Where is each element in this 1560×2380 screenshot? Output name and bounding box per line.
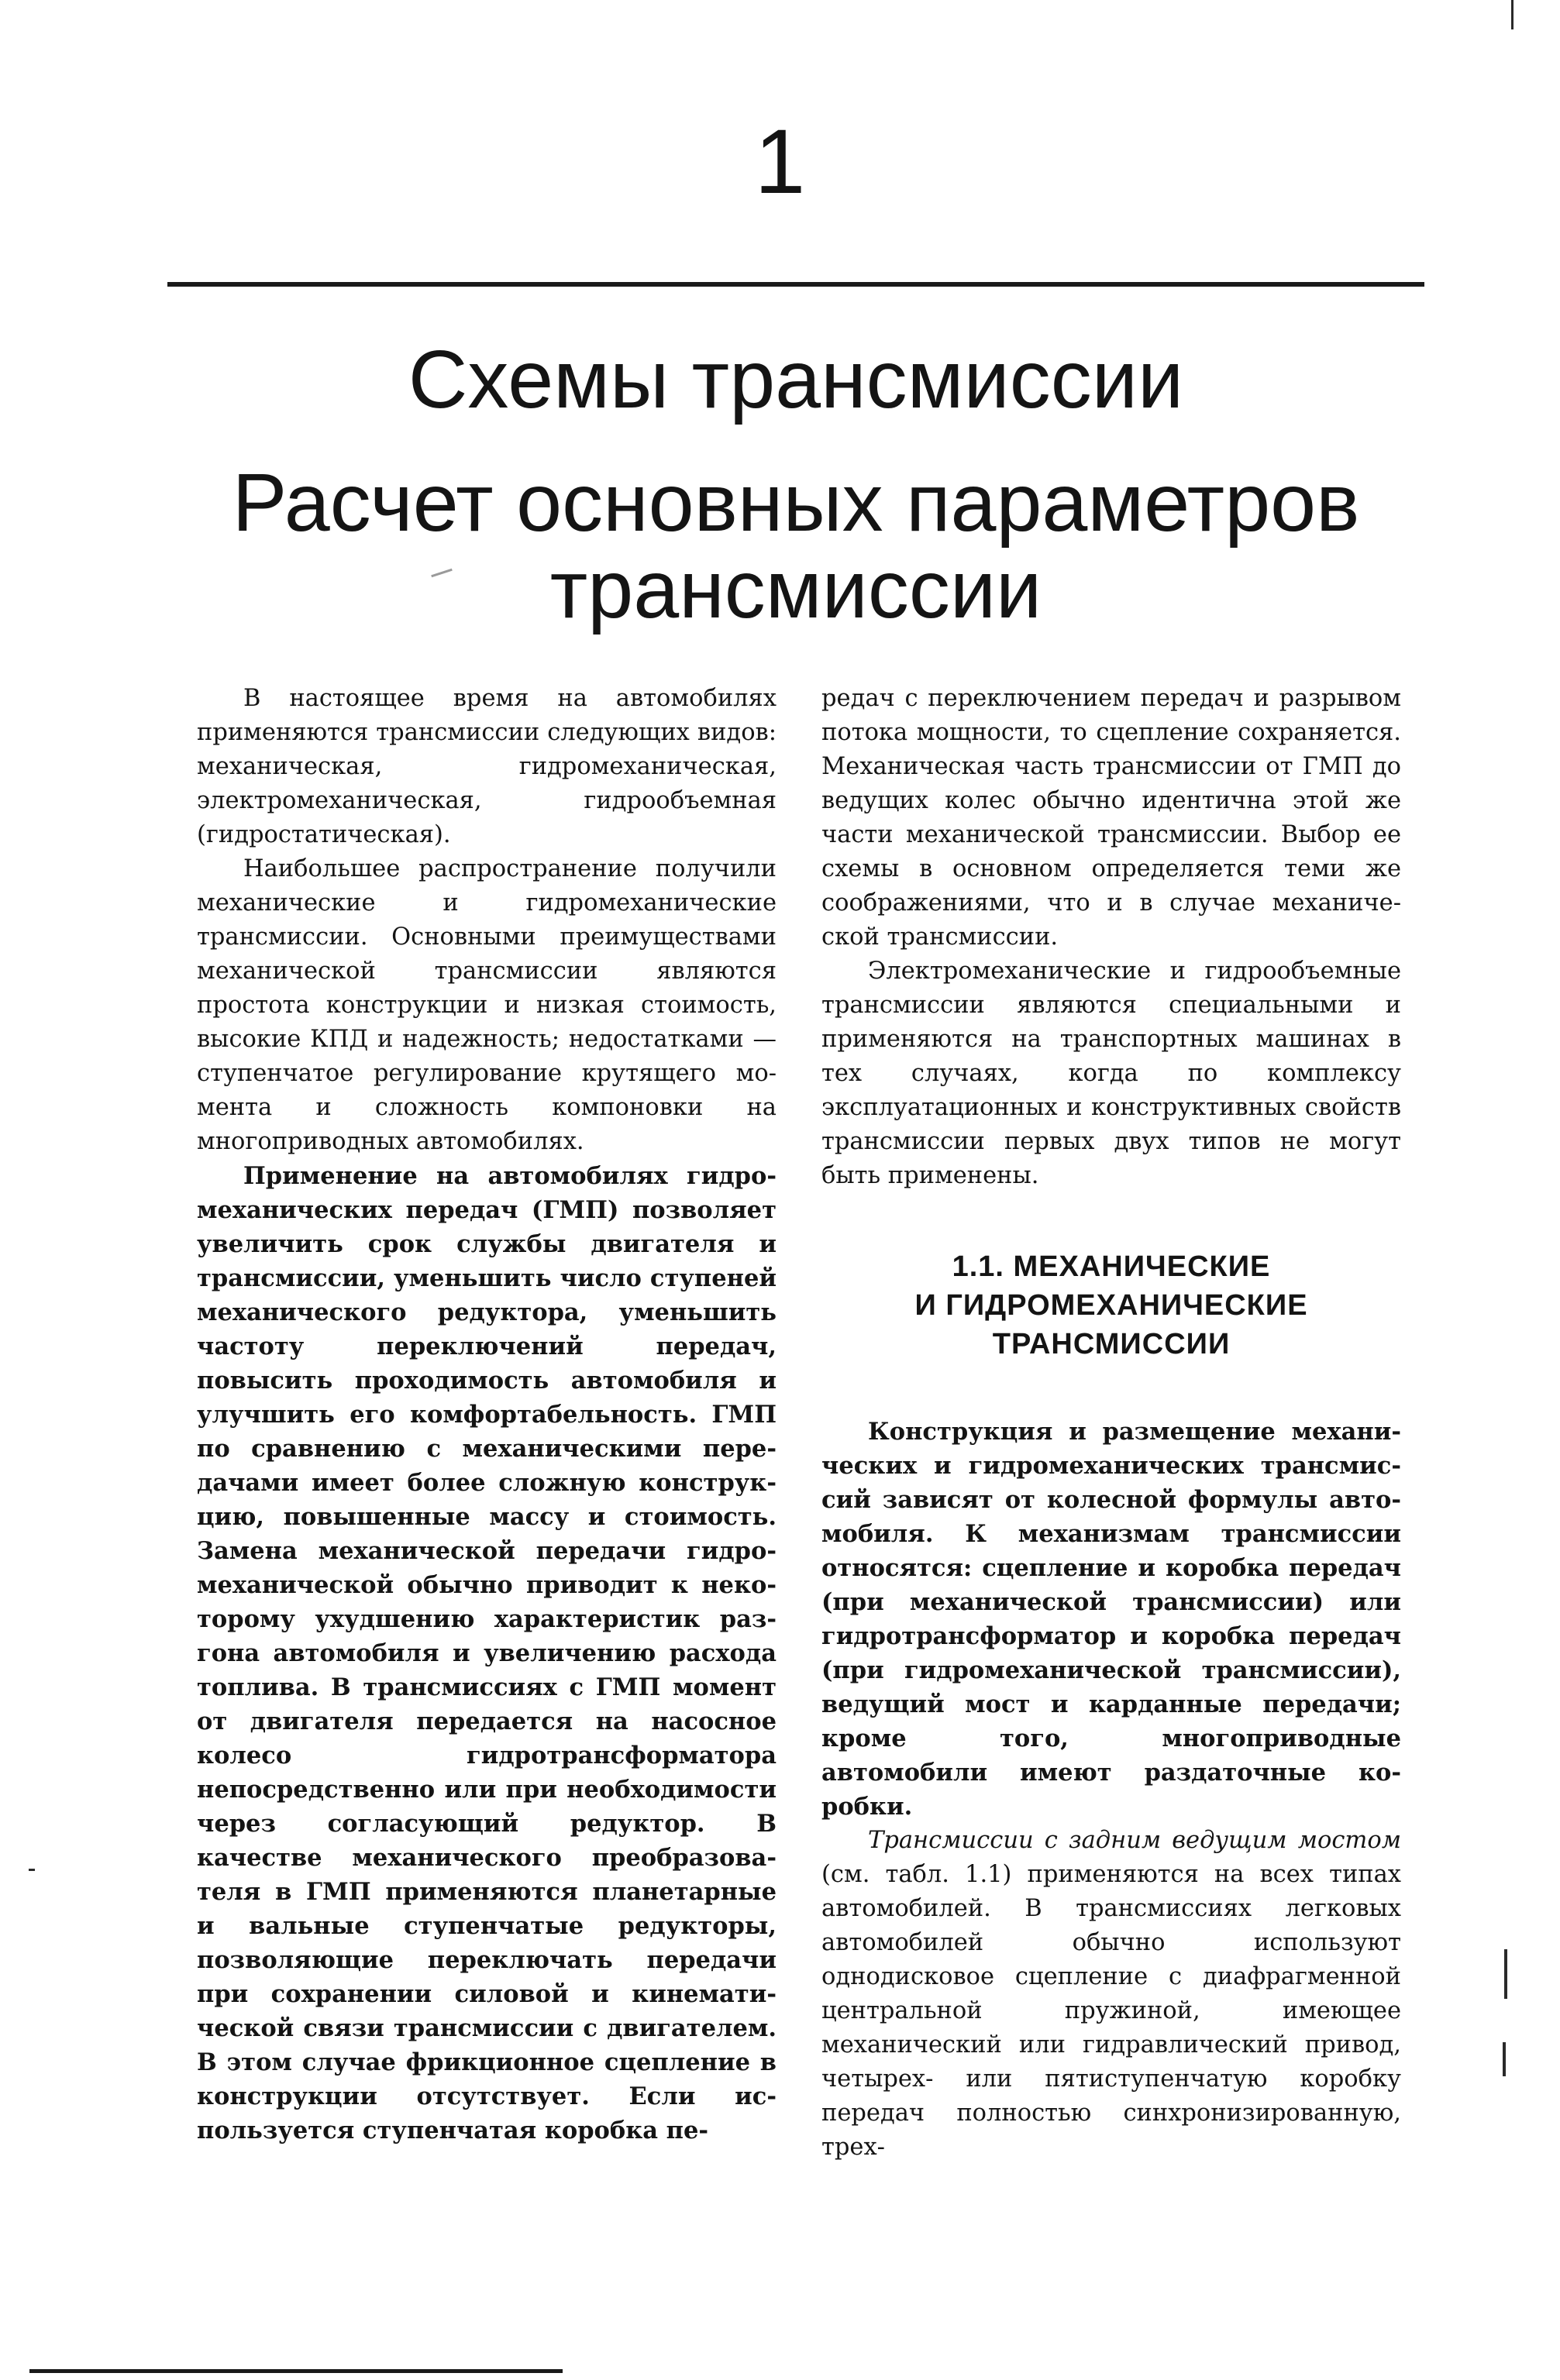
margin-mark [1503,2042,1506,2076]
footer-rule [29,2369,563,2373]
paragraph-continued: редач с переключением передач и разрывом потока мощности, то сцепление сохраняется. Механическая часть трансмиссии от ГМП до ведущих колес обычно идентична этой же части механической трансмиссии. Выбор ее схемы в основном определяется теми же соображениями, что и в случае механической трансмиссии. [821,685,1401,951]
section-heading-line-2: И ГИДРОМЕХАНИЧЕСКИЕ [914,1289,1308,1322]
chapter-title-line-1: Схемы трансмиссии [408,334,1184,425]
right-column [821,682,1401,2165]
section-heading [821,1247,1401,1364]
section-heading-line-1: 1.1. МЕХАНИЧЕСКИЕ [952,1250,1271,1283]
chapter-title-line-3: трансмиссии [549,544,1042,635]
chapter-rule [167,282,1424,287]
chapter-title-line-2: Расчет основных параметров [232,457,1360,549]
paragraph: Электромеханические и гидрообъемные трансмиссии являются специальными и применяются на транспортных машинах в тех случаях, когда по комплексу эксплуатационных и конструктивных свойств трансмиссии первых двух типов не могут быть применены. [821,958,1401,1189]
paragraph [821,1824,1401,2165]
paragraph: Наибольшее распространение получили механические и гидромеханические трансмиссии. Основными преимуществами механической трансмиссии являются простота конструкции и низкая стоимость, высокие КПД и надежность; недостатками — ступенчатое регулирование крутящего момента и сложность компоновки на многоприводных автомобилях. [197,855,777,1155]
margin-mark [1504,1949,1507,1999]
paragraph: В настоящее время на автомобилях применяются трансмиссии следующих видов: механическая, гидромеханическая, электромеханическая, гидрообъемная (гидростатическая). [197,685,777,848]
left-column [197,682,777,2148]
paragraph-text: (см. табл. 1.1) применяются на всех типах автомобилей. В трансмиссиях легковых автомобилей обычно используют однодисковое сцепление с диафрагменной центральной пружиной, имеющее механический или гидравлический привод, четырех- или пятиступенчатую коробку передач полностью синхронизированную, трех- [821,1861,1401,2161]
italic-term: Трансмиссии с задним ведущим мостом [868,1827,1401,1854]
section-heading-line-3: ТРАНСМИССИИ [992,1328,1231,1360]
margin-mark [29,1869,35,1871]
paragraph: Конструкция и размещение механических и гидромеханических трансмиссий зависят от колесной формулы автомобиля. К механизмам трансмиссии относятся: сцепление и коробка передач (при механической трансмиссии) или гидротрансформатор и коробка передач (при гидромеханической трансмиссии), ведущий мост и карданные передачи; кроме того, многоприводные автомобили имеют раздаточные коробки. [821,1418,1401,1821]
margin-mark [1511,0,1514,29]
paragraph: Применение на автомобилях гидромеханических передач (ГМП) позволяет увеличить срок службы двигателя и трансмиссии, уменьшить число ступеней механического редуктора, уменьшить частоту переключений передач, повысить проходимость автомобиля и улучшить его комфортабельность. ГМП по сравнению с механическими передачами имеет более сложную конструкцию, повышенные массу и стоимость. Замена механической передачи гидромеханической обычно приводит к некоторому ухудшению характеристик разгона автомобиля и увеличению расхода топлива. В трансмиссиях с ГМП момент от двигателя передается на насосное колесо гидротрансформатора непосредственно или при необходимости через согласующий редуктор. В качестве механического преобразователя в ГМП применяются планетарные и вальные ступенчатые редукторы, позволяющие переключать передачи при сохранении силовой и кинематической связи трансмиссии с двигателем. В этом случае фрикционное сцепление в конструкции отсутствует. Если используется ступенчатая коробка пе- [197,1162,777,2144]
chapter-number: 1 [754,111,806,213]
